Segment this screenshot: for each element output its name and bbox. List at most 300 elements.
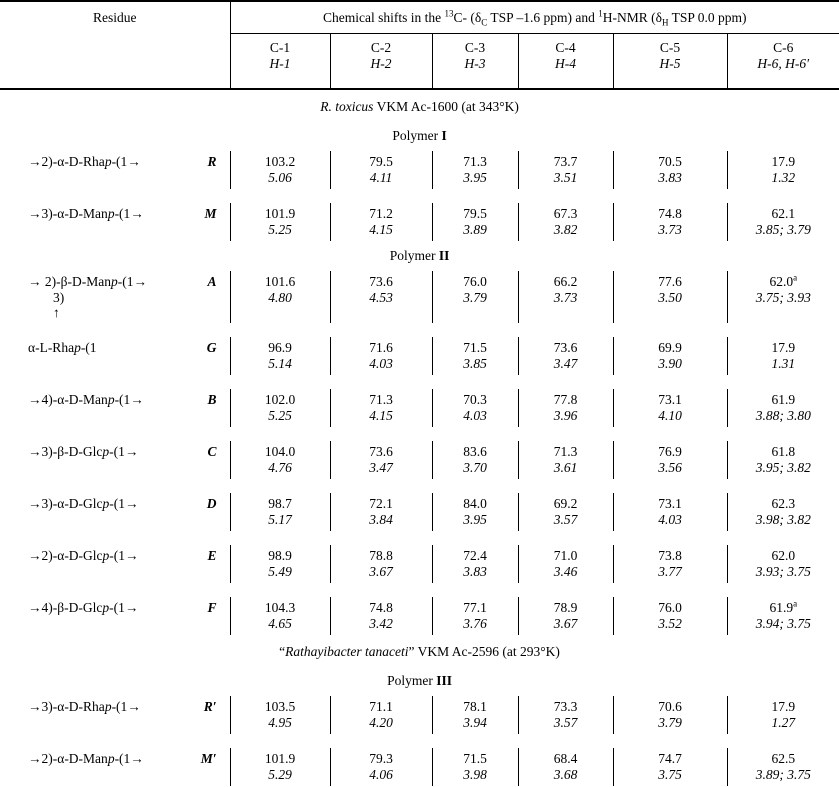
h-shift-value: 3.77: [658, 564, 682, 579]
footnote-marker: a: [793, 598, 798, 609]
value-cell-c4: [518, 493, 613, 531]
h-shift-value: 3.57: [553, 715, 578, 730]
header-row-1: [0, 1, 839, 34]
polymer-header-row: [0, 121, 839, 151]
footnote-marker: a: [793, 272, 798, 283]
h-shift-value: 3.61: [553, 460, 578, 475]
data-row-B: [0, 389, 839, 427]
h-shift-value: 3.56: [658, 460, 682, 475]
c-shift-value: 61.9: [771, 392, 796, 407]
c-shift-value: 71.1: [369, 699, 393, 714]
polymer-title: Polymer I: [392, 128, 447, 143]
c-shift-value: 17.9: [771, 154, 796, 169]
residue-letter-label: M′: [200, 751, 217, 766]
c-shift-value: 68.4: [553, 751, 578, 766]
h-shift-value: 5.17: [268, 512, 292, 527]
value-cell-c1: [230, 597, 330, 635]
h-shift-value: 1.27: [771, 715, 796, 730]
section-title: R. toxicus VKM Ac-1600 (at 343°K): [320, 99, 519, 114]
value-cell-c1: [230, 151, 330, 189]
residue-cell: [0, 748, 230, 786]
residue-row: [28, 600, 230, 616]
value-cell-c4: [518, 271, 613, 323]
c-shift-value: 78.1: [463, 699, 487, 714]
h-shift-value: 3.50: [658, 290, 682, 305]
value-cell-c3: [432, 389, 518, 427]
c-shift-value: 77.1: [463, 600, 487, 615]
row-spacer: [0, 583, 839, 597]
h-shift-value: 3.94; 3.75: [755, 616, 811, 631]
c-shift-value: 76.0: [463, 274, 487, 289]
residue-name: →3)-α-D-Glcp-(1→: [28, 496, 139, 511]
residue-letter-label: E: [207, 548, 217, 563]
c-shift-value: 73.6: [369, 444, 393, 459]
c-shift-value: 62.0: [771, 548, 796, 563]
h-shift-value: 4.15: [369, 222, 393, 237]
c-label: C-2: [370, 40, 392, 55]
c-label: C-4: [555, 40, 576, 55]
value-cell-c5: [613, 441, 727, 479]
value-cell-c1: [230, 696, 330, 734]
section-header-row: [0, 635, 839, 666]
data-row-Rprime: [0, 696, 839, 734]
value-cell-c1: [230, 337, 330, 375]
h-shift-value: 4.11: [369, 170, 393, 185]
c-label: C-3: [464, 40, 486, 55]
data-row-F: [0, 597, 839, 635]
residue-name: →4)-β-D-Glcp-(1→: [28, 600, 139, 615]
residue-name: α-L-Rhap-(1: [28, 340, 97, 355]
data-row-R: [0, 151, 839, 189]
value-cell-c2: [330, 493, 432, 531]
section-header-row: [0, 89, 839, 121]
col-header-c4: [518, 34, 613, 90]
residue-letter-label: D: [206, 496, 217, 511]
h-shift-value: 3.76: [463, 616, 487, 631]
h-shift-value: 3.89: [463, 222, 487, 237]
h-shift-value: 3.98: [463, 767, 487, 782]
c-shift-value: 69.9: [658, 340, 682, 355]
value-cell-c5: [613, 389, 727, 427]
residue-row: [28, 751, 230, 767]
h-shift-value: 3.84: [369, 512, 393, 527]
residue-row: [28, 444, 230, 460]
residue-row: [28, 274, 230, 290]
c-shift-value: 79.3: [369, 751, 393, 766]
section-title: “Rathayibacter tanaceti” VKM Ac-2596 (at 293°K): [279, 644, 560, 659]
h-shift-value: 1.31: [771, 356, 796, 371]
h-shift-value: 4.03: [369, 356, 393, 371]
h-shift-value: 4.06: [369, 767, 393, 782]
c-shift-value: 71.2: [369, 206, 393, 221]
h-shift-value: 5.14: [268, 356, 292, 371]
data-row-G: [0, 337, 839, 375]
value-cell-c6: [727, 337, 839, 375]
residue-name: →2)-α-D-Glcp-(1→: [28, 548, 139, 563]
h-shift-value: 3.70: [463, 460, 487, 475]
c-shift-value: 71.3: [369, 392, 393, 407]
residue-cell: [0, 545, 230, 583]
value-cell-c1: [230, 493, 330, 531]
row-spacer: [0, 427, 839, 441]
c-shift-value: 73.6: [553, 340, 578, 355]
c-shift-value: 104.0: [264, 444, 296, 459]
h-shift-value: 3.89; 3.75: [755, 767, 811, 782]
c-shift-value: 96.9: [268, 340, 292, 355]
value-cell-c5: [613, 151, 727, 189]
value-cell-c6: [727, 203, 839, 241]
row-spacer-cell: [0, 375, 839, 389]
residue-name: → 2)-β-D-Manp-(1→: [28, 274, 147, 289]
h-shift-value: 4.53: [369, 290, 393, 305]
h-shift-value: 5.06: [268, 170, 292, 185]
c-shift-value: 79.5: [463, 206, 487, 221]
table-title: Chemical shifts in the $^{13}$C- ($\delta_C$ TSP –1.6 ppm) and $^1$H-NMR ($\delta_H$ TSP 0.0 ppm): [230, 1, 839, 34]
c-shift-value: 103.5: [264, 699, 296, 714]
value-cell-c4: [518, 389, 613, 427]
value-cell-c3: [432, 748, 518, 786]
value-cell-c2: [330, 271, 432, 323]
h-label: H-6, H-6′: [757, 56, 810, 71]
h-shift-value: 5.29: [268, 767, 292, 782]
value-cell-c5: [613, 597, 727, 635]
h-shift-value: 3.51: [553, 170, 578, 185]
polymer-title: Polymer II: [389, 248, 450, 263]
value-cell-c2: [330, 597, 432, 635]
c-shift-value: 69.2: [553, 496, 578, 511]
value-cell-c5: [613, 748, 727, 786]
row-spacer-cell: [0, 734, 839, 748]
value-cell-c4: [518, 441, 613, 479]
value-cell-c3: [432, 337, 518, 375]
h-label: H-3: [464, 56, 486, 71]
value-cell-c4: [518, 597, 613, 635]
residue-name: →3)-α-D-Rhap-(1→: [28, 699, 141, 714]
h-shift-value: 4.80: [268, 290, 292, 305]
c-shift-value: 77.8: [553, 392, 578, 407]
residue-letter-label: C: [207, 444, 217, 459]
h-shift-value: 3.52: [658, 616, 682, 631]
h-shift-value: 3.79: [658, 715, 682, 730]
c-shift-value: 62.0$^a$: [769, 272, 798, 289]
c-shift-value: 74.8: [369, 600, 393, 615]
h-shift-value: 3.83: [658, 170, 682, 185]
residue-branch-line: ↑: [53, 305, 60, 320]
h-shift-value: 3.95; 3.82: [755, 460, 811, 475]
row-spacer: [0, 189, 839, 203]
c-shift-value: 73.7: [553, 154, 578, 169]
col-header-c6: [727, 34, 839, 90]
h-shift-value: 3.93; 3.75: [755, 564, 811, 579]
c-label: C-5: [659, 40, 681, 55]
polymer-title: Polymer III: [387, 673, 452, 688]
h-shift-value: 4.95: [268, 715, 292, 730]
c-shift-value: 70.3: [463, 392, 487, 407]
value-cell-c2: [330, 389, 432, 427]
residue-cell: [0, 337, 230, 375]
value-cell-c1: [230, 203, 330, 241]
value-cell-c4: [518, 337, 613, 375]
row-spacer-cell: [0, 189, 839, 203]
residue-name: →2)-α-D-Rhap-(1→: [28, 154, 141, 169]
c-shift-value: 61.9$^a$: [769, 598, 798, 615]
value-cell-c2: [330, 441, 432, 479]
c-shift-value: 70.6: [658, 699, 682, 714]
value-cell-c3: [432, 696, 518, 734]
h-shift-value: 3.73: [553, 290, 578, 305]
h-shift-value: 3.42: [369, 616, 393, 631]
value-cell-c5: [613, 493, 727, 531]
value-cell-c4: [518, 203, 613, 241]
value-cell-c6: [727, 748, 839, 786]
c-shift-value: 78.8: [369, 548, 393, 563]
h-label: H-4: [555, 56, 576, 71]
col-header-c2: [330, 34, 432, 90]
h-shift-value: 3.57: [553, 512, 578, 527]
value-cell-c3: [432, 441, 518, 479]
c-shift-value: 71.5: [463, 751, 487, 766]
c-shift-value: 71.5: [463, 340, 487, 355]
h-shift-value: 3.68: [553, 767, 578, 782]
c-shift-value: 73.6: [369, 274, 393, 289]
value-cell-c6: [727, 151, 839, 189]
value-cell-c5: [613, 337, 727, 375]
c-shift-value: 72.4: [463, 548, 487, 563]
h-shift-value: 5.25: [268, 222, 292, 237]
value-cell-c5: [613, 203, 727, 241]
c-label: C-1: [269, 40, 291, 55]
value-cell-c2: [330, 151, 432, 189]
value-cell-c1: [230, 748, 330, 786]
h-shift-value: 3.75; 3.93: [755, 290, 811, 305]
h-label: H-5: [659, 56, 681, 71]
h-shift-value: 4.76: [268, 460, 292, 475]
residue-cell: [0, 271, 230, 323]
h-shift-value: 3.46: [553, 564, 578, 579]
value-cell-c2: [330, 696, 432, 734]
polymer-header-row: [0, 666, 839, 696]
c-shift-value: 73.1: [658, 496, 682, 511]
h-shift-value: 4.03: [658, 512, 682, 527]
row-spacer-cell: [0, 583, 839, 597]
value-cell-c1: [230, 441, 330, 479]
value-cell-c5: [613, 545, 727, 583]
value-cell-c3: [432, 151, 518, 189]
table-body: [0, 89, 839, 787]
value-cell-c6: [727, 389, 839, 427]
h-shift-value: 3.85: [463, 356, 487, 371]
row-spacer-cell: [0, 323, 839, 337]
residue-name: →4)-α-D-Manp-(1→: [28, 392, 144, 407]
c-shift-value: 17.9: [771, 699, 796, 714]
row-spacer-cell: [0, 531, 839, 545]
value-cell-c2: [330, 748, 432, 786]
c-shift-value: 71.0: [553, 548, 578, 563]
c-shift-value: 17.9: [771, 340, 796, 355]
c-shift-value: 71.3: [463, 154, 487, 169]
h-shift-value: 3.47: [369, 460, 393, 475]
residue-row: [28, 206, 230, 222]
residue-branch-line: 3): [53, 290, 65, 305]
c-shift-value: 98.9: [268, 548, 292, 563]
residue-letter-label: F: [207, 600, 217, 615]
residue-row: [28, 496, 230, 512]
value-cell-c4: [518, 748, 613, 786]
row-spacer: [0, 323, 839, 337]
residue-row: [28, 340, 230, 356]
data-row-A: [0, 271, 839, 323]
h-shift-value: 3.73: [658, 222, 682, 237]
residue-row: [28, 548, 230, 564]
row-spacer-cell: [0, 427, 839, 441]
h-shift-value: 4.20: [369, 715, 393, 730]
value-cell-c1: [230, 389, 330, 427]
h-shift-value: 3.95: [463, 512, 487, 527]
residue-letter-label: M: [204, 206, 217, 221]
value-cell-c6: [727, 271, 839, 323]
value-cell-c3: [432, 203, 518, 241]
residue-letter-label: R: [207, 154, 217, 169]
c-shift-value: 73.3: [553, 699, 578, 714]
c-shift-value: 67.3: [553, 206, 578, 221]
c-shift-value: 74.7: [658, 751, 682, 766]
h-shift-value: 5.25: [268, 408, 292, 423]
c-shift-value: 83.6: [463, 444, 487, 459]
residue-letter-label: G: [206, 340, 217, 355]
h-shift-value: 4.15: [369, 408, 393, 423]
residue-name: →2)-α-D-Manp-(1→: [28, 751, 144, 766]
residue-name: →3)-β-D-Glcp-(1→: [28, 444, 139, 459]
c-shift-value: 76.0: [658, 600, 682, 615]
col-header-c3: [432, 34, 518, 90]
value-cell-c3: [432, 493, 518, 531]
data-row-Mprime: [0, 748, 839, 786]
col-header-c1: [230, 34, 330, 90]
h-label: H-2: [370, 56, 392, 71]
c-shift-value: 103.2: [264, 154, 296, 169]
residue-cell: [0, 203, 230, 241]
residue-cell: [0, 389, 230, 427]
value-cell-c6: [727, 441, 839, 479]
data-row-D: [0, 493, 839, 531]
h-shift-value: 3.79: [463, 290, 487, 305]
c-shift-value: 62.5: [771, 751, 796, 766]
c-shift-value: 101.9: [264, 751, 296, 766]
value-cell-c4: [518, 151, 613, 189]
residue-cell: [0, 441, 230, 479]
value-cell-c5: [613, 271, 727, 323]
residue-cell: [0, 151, 230, 189]
c-shift-value: 62.3: [771, 496, 796, 511]
h-shift-value: 3.47: [553, 356, 578, 371]
value-cell-c2: [330, 337, 432, 375]
row-spacer: [0, 375, 839, 389]
c-shift-value: 101.6: [264, 274, 296, 289]
c-shift-value: 77.6: [658, 274, 682, 289]
value-cell-c2: [330, 545, 432, 583]
c-shift-value: 73.1: [658, 392, 682, 407]
residue-row: [28, 699, 230, 715]
residue-cell: [0, 597, 230, 635]
residue-row: [28, 154, 230, 170]
c-shift-value: 84.0: [463, 496, 487, 511]
value-cell-c5: [613, 696, 727, 734]
h-shift-value: 3.75: [658, 767, 682, 782]
h-shift-value: 3.95: [463, 170, 487, 185]
h-shift-value: 3.67: [553, 616, 578, 631]
data-row-E: [0, 545, 839, 583]
row-spacer-cell: [0, 479, 839, 493]
c-shift-value: 61.8: [771, 444, 796, 459]
h-shift-value: 3.85; 3.79: [755, 222, 811, 237]
c-label: C-6: [773, 40, 794, 55]
col-header-c5: [613, 34, 727, 90]
h-shift-value: 5.49: [268, 564, 292, 579]
data-row-M: [0, 203, 839, 241]
value-cell-c2: [330, 203, 432, 241]
value-cell-c4: [518, 545, 613, 583]
value-cell-c1: [230, 545, 330, 583]
row-spacer: [0, 531, 839, 545]
c-shift-value: 98.7: [268, 496, 292, 511]
h-shift-value: 3.94: [463, 715, 487, 730]
c-shift-value: 66.2: [553, 274, 578, 289]
c-shift-value: 74.8: [658, 206, 682, 221]
residue-column-header: Residue: [0, 1, 230, 89]
c-shift-value: 70.5: [658, 154, 682, 169]
h-shift-value: 3.96: [553, 408, 578, 423]
h-label: H-1: [269, 56, 291, 71]
c-shift-value: 62.1: [771, 206, 796, 221]
c-shift-value: 71.3: [553, 444, 578, 459]
residue-letter-label: B: [207, 392, 217, 407]
value-cell-c6: [727, 545, 839, 583]
value-cell-c4: [518, 696, 613, 734]
h-shift-value: 3.82: [553, 222, 578, 237]
residue-cell: [0, 493, 230, 531]
value-cell-c3: [432, 545, 518, 583]
value-cell-c6: [727, 696, 839, 734]
h-shift-value: 3.88; 3.80: [755, 408, 811, 423]
c-shift-value: 72.1: [369, 496, 393, 511]
c-shift-value: 73.8: [658, 548, 682, 563]
c-shift-value: 78.9: [553, 600, 578, 615]
h-shift-value: 4.65: [268, 616, 292, 631]
data-row-C: [0, 441, 839, 479]
h-shift-value: 3.98; 3.82: [755, 512, 811, 527]
c-shift-value: 76.9: [658, 444, 682, 459]
h-shift-value: 3.67: [369, 564, 393, 579]
h-shift-value: 4.10: [658, 408, 682, 423]
residue-letter-label: A: [207, 274, 217, 289]
row-spacer: [0, 479, 839, 493]
value-cell-c6: [727, 493, 839, 531]
h-shift-value: 4.03: [463, 408, 487, 423]
value-cell-c6: [727, 597, 839, 635]
value-cell-c3: [432, 271, 518, 323]
residue-name: →3)-α-D-Manp-(1→: [28, 206, 144, 221]
residue-cell: [0, 696, 230, 734]
c-shift-value: 79.5: [369, 154, 393, 169]
h-shift-value: 3.83: [463, 564, 487, 579]
c-shift-value: 71.6: [369, 340, 393, 355]
h-shift-value: 3.90: [658, 356, 682, 371]
polymer-header-row: [0, 241, 839, 271]
residue-letter-label: R′: [203, 699, 217, 714]
h-shift-value: 1.32: [771, 170, 796, 185]
row-spacer: [0, 734, 839, 748]
value-cell-c3: [432, 597, 518, 635]
